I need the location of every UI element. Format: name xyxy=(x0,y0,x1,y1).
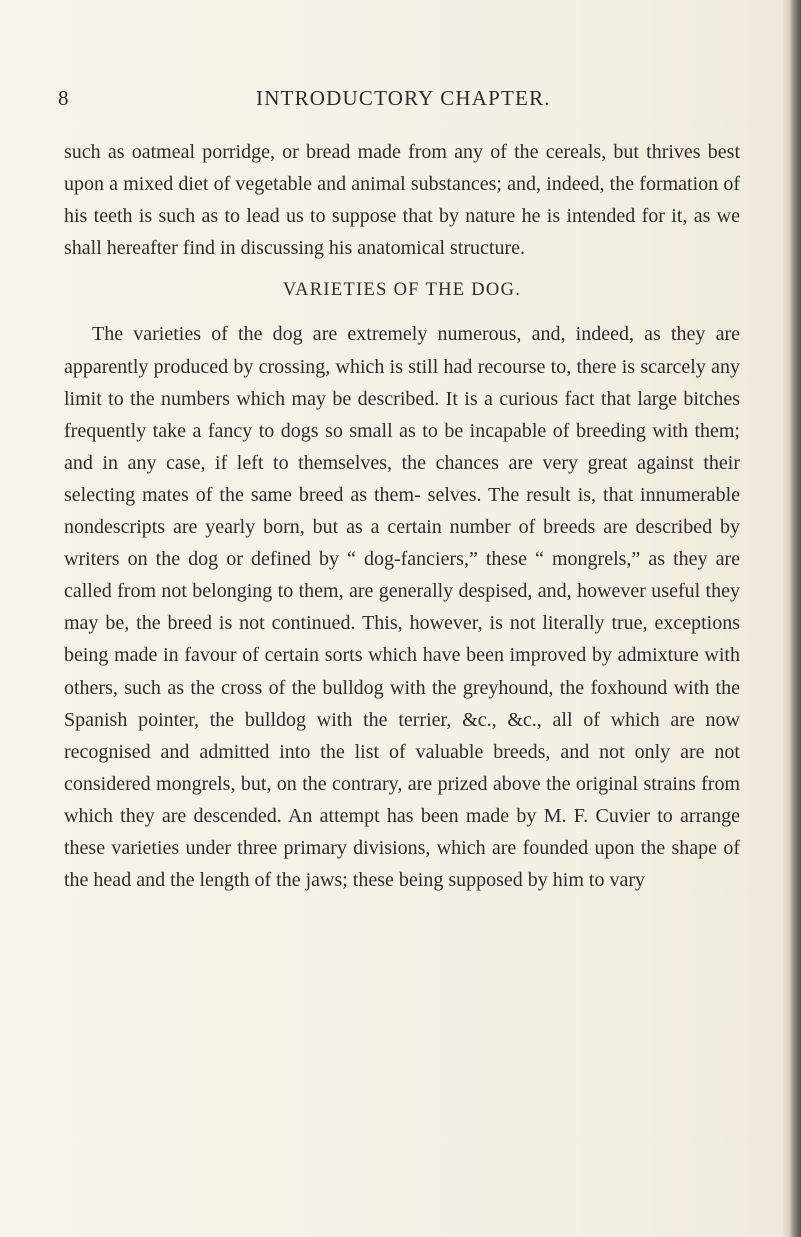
page-edge xyxy=(783,0,801,1237)
paragraph-1: such as oatmeal porridge, or bread made from any of the cereals, but thrives best upon a mixed diet of vegetable and animal substances; and, indeed, the formation of his teeth is such as to lead us to suppose that by nature he is intended for it, as we shall hereafter find in discussing his anatomical structure. xyxy=(64,141,740,260)
text-block xyxy=(64,136,740,896)
paragraph-2: The varieties of the dog are extremely numerous, and, indeed, as they are apparently produced by crossing, which is still had recourse to, there is scarcely any limit to the numbers which may be described. It is a curious fact that large bitches frequently take a fancy to dogs so small as to be incapable of breeding with them; and in any case, if left to themselves, the chances are very great against their selecting mates of the same breed as them- selves. The result is, that innumerable nondescripts are yearly born, but as a certain number of breeds are described by writers on the dog or defined by “ dog-fanciers,” these “ mongrels,” as they are called from not belonging to them, are generally despised, and, however useful they may be, the breed is not continued. This, however, is not literally true, exceptions being made in favour of certain sorts which have been improved by admixture with others, such as the cross of the bulldog with the greyhound, the foxhound with the Spanish pointer, the bulldog with the terrier, &c., &c., all of which are now recognised and admitted into the list of valuable breeds, and not only are not considered mongrels, but, on the contrary, are prized above the original strains from which they are descended. An attempt has been made by M. F. Cuvier to arrange these varieties under three primary divisions, which are founded upon the shape of the head and the length of the jaws; these being supposed by him to vary xyxy=(64,323,740,892)
page-number: 8 xyxy=(58,86,69,110)
page-header xyxy=(58,86,738,120)
running-head: INTRODUCTORY CHAPTER. xyxy=(256,86,551,110)
section-heading: VARIETIES OF THE DOG. xyxy=(282,280,522,301)
